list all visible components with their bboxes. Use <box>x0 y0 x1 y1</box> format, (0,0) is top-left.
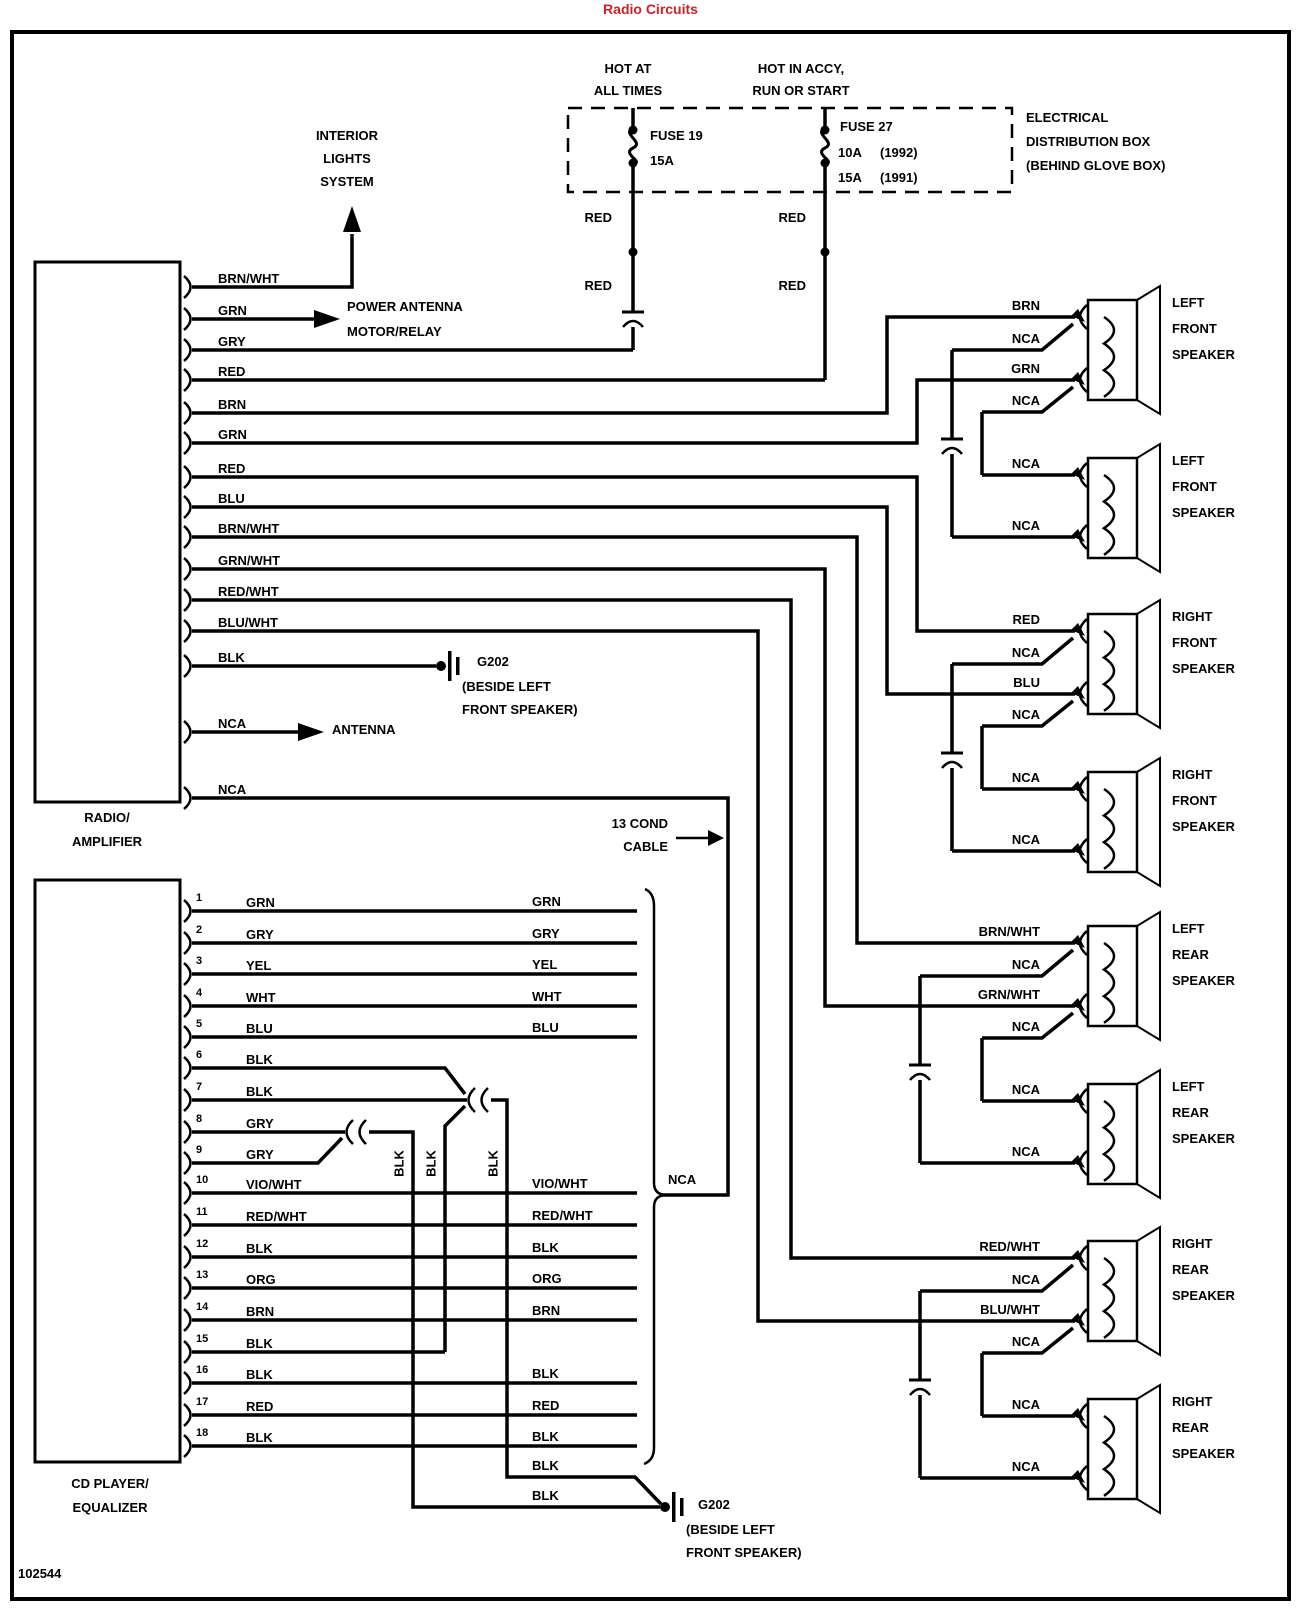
cable-wire-label: BLU <box>532 1020 559 1035</box>
speaker-wire-label: NCA <box>1011 1459 1040 1474</box>
voice-coil-icon <box>1104 475 1114 555</box>
speaker-name-label: RIGHT <box>1172 609 1213 624</box>
cd-pin-number: 4 <box>196 987 203 999</box>
pin-arc-icon <box>184 1152 191 1174</box>
pin-arc-icon <box>184 369 191 391</box>
fuse-dot <box>629 126 638 135</box>
cd-pin-number: 8 <box>196 1113 203 1125</box>
speaker-wire-label: NCA <box>1011 957 1040 972</box>
cable-wire-label: BLK <box>532 1366 559 1381</box>
voice-coil-icon <box>1104 317 1114 397</box>
speaker-name-label: RIGHT <box>1172 1236 1213 1251</box>
cd-pin-number: 16 <box>196 1364 209 1376</box>
radio-pin-label: RED <box>218 461 246 476</box>
voice-coil-icon <box>1104 1416 1114 1496</box>
pin-arc-icon <box>184 308 191 330</box>
connector-icon <box>469 1088 476 1112</box>
speaker-feed-wire <box>192 477 1075 631</box>
radio-pin-label: RED <box>218 364 246 379</box>
g202-label: G202 <box>698 1497 730 1512</box>
fuse19-rating: 15A <box>650 153 674 168</box>
right-arrow-icon <box>708 830 724 846</box>
speaker-name-label: SPEAKER <box>1172 1288 1235 1303</box>
connector-icon <box>942 762 962 768</box>
pin-arc-icon <box>184 655 191 677</box>
voice-coil-icon <box>1104 1258 1114 1338</box>
pin-arc-icon <box>184 932 191 954</box>
cd-pin-number: 3 <box>196 955 203 967</box>
page-title: Radio Circuits <box>603 1 698 17</box>
cd-pin-label: GRY <box>246 1116 274 1131</box>
radio-pin-label: BRN/WHT <box>218 521 280 536</box>
radio-pin-label: GRN <box>218 427 247 442</box>
pin-arc-icon <box>184 1121 191 1143</box>
speaker-wire-label: GRN/WHT <box>977 987 1040 1002</box>
speaker-wire-label: RED/WHT <box>979 1239 1040 1254</box>
speaker-name-label: LEFT <box>1172 1079 1205 1094</box>
cable-brace <box>644 889 667 1464</box>
cd-pin-label: BLK <box>246 1241 273 1256</box>
speaker-wire-label: NCA <box>1011 1272 1040 1287</box>
cd-pin-label: ORG <box>246 1272 276 1287</box>
pin-arc-icon <box>184 589 191 611</box>
pin-arc-icon <box>184 1246 191 1268</box>
hot-at-label: ALL TIMES <box>593 83 663 98</box>
speaker-wire-label: GRN <box>1011 361 1040 376</box>
speaker-cone-icon <box>1137 758 1160 886</box>
radio-amplifier-box <box>35 262 180 802</box>
pin-arc-icon <box>184 1435 191 1457</box>
speaker-wire-label: BLU <box>1013 675 1040 690</box>
radio-box-label: AMPLIFIER <box>71 834 143 849</box>
speaker-cone-icon <box>1137 444 1160 572</box>
pin-arc-icon <box>184 620 191 642</box>
pin-arc-icon <box>184 1182 191 1204</box>
wire-color-label-vertical: BLK <box>485 1150 501 1177</box>
voice-coil-icon <box>1104 789 1114 869</box>
speaker-cone-icon <box>1137 1227 1160 1355</box>
speaker-wire-label: NCA <box>1011 331 1040 346</box>
radio-pin-label: GRY <box>218 334 246 349</box>
speaker-wire-label: NCA <box>1011 456 1040 471</box>
connector-icon <box>482 1088 489 1112</box>
pin-arc-icon <box>184 432 191 454</box>
cd-pin-number: 10 <box>196 1174 209 1186</box>
cable-wire-label: BLK <box>532 1240 559 1255</box>
fuse27-rating: 15A <box>838 170 862 185</box>
fuse27-year: (1992) <box>880 145 918 160</box>
cd-box-label: CD PLAYER/ <box>71 1476 149 1491</box>
wire-color-label: RED <box>778 278 806 293</box>
wire-color-label: BLK <box>532 1458 559 1473</box>
cd-pin-label: YEL <box>246 958 272 973</box>
distribution-box-label: ELECTRICAL <box>1026 110 1109 125</box>
pin-arc-icon <box>184 721 191 743</box>
cd-pin-number: 7 <box>196 1081 203 1093</box>
g202-label: G202 <box>477 654 509 669</box>
pin-arc-icon <box>184 496 191 518</box>
cd-pin-label: BLK <box>246 1084 273 1099</box>
wire-color-label-vertical: BLK <box>391 1150 407 1177</box>
speaker-wire-label: NCA <box>1011 770 1040 785</box>
speaker-name-label: FRONT <box>1172 479 1217 494</box>
connector-icon <box>942 448 962 454</box>
antenna-label: ANTENNA <box>332 722 396 737</box>
cd-pin-number: 2 <box>196 924 203 936</box>
power-antenna-label: POWER ANTENNA <box>347 299 463 314</box>
pin-arc-icon <box>184 1089 191 1111</box>
ground-icon <box>672 1492 676 1522</box>
pin-arc-icon <box>184 1341 191 1363</box>
connector-icon <box>347 1120 354 1144</box>
pin-arc-icon <box>184 1057 191 1079</box>
interior-lights-label: LIGHTS <box>323 151 371 166</box>
speaker-feed-wire <box>192 569 1075 1006</box>
speaker-name-label: LEFT <box>1172 295 1205 310</box>
voice-coil-icon <box>1104 943 1114 1023</box>
speaker-wire-label: NCA <box>1011 1397 1040 1412</box>
cable-wire-label: RED/WHT <box>532 1208 593 1223</box>
ground-icon <box>448 651 452 681</box>
hot-accy-label: RUN OR START <box>752 83 850 98</box>
cd-pin-number: 14 <box>196 1301 209 1313</box>
cd-pin-number: 1 <box>196 892 203 904</box>
speaker-name-label: REAR <box>1172 1105 1209 1120</box>
speaker-name-label: FRONT <box>1172 793 1217 808</box>
speaker-name-label: SPEAKER <box>1172 1446 1235 1461</box>
radio-pin-label: NCA <box>218 782 247 797</box>
radio-pin-label: RED/WHT <box>218 584 279 599</box>
speaker-wire-label: BRN/WHT <box>978 924 1040 939</box>
speaker-cone-icon <box>1137 1070 1160 1198</box>
cable-wire-label: ORG <box>532 1271 562 1286</box>
junction-dot <box>821 248 830 257</box>
interior-lights-label: SYSTEM <box>320 174 374 189</box>
speaker-wire-label: RED <box>1012 612 1040 627</box>
speaker-wire-label: NCA <box>1011 1082 1040 1097</box>
radio-box-label: RADIO/ <box>84 810 130 825</box>
cable-wire-label: YEL <box>532 957 558 972</box>
speaker-name-label: SPEAKER <box>1172 505 1235 520</box>
fuse27-label: FUSE 27 <box>840 119 893 134</box>
pin-arc-icon <box>184 339 191 361</box>
wire-color-label: RED <box>584 210 612 225</box>
radio-pin-label: GRN/WHT <box>218 553 281 568</box>
pin-arc-icon <box>184 466 191 488</box>
cd-pin-number: 12 <box>196 1238 209 1250</box>
hot-at-label: HOT AT <box>604 61 652 76</box>
fuse27-rating: 10A <box>838 145 862 160</box>
cd-pin-number: 6 <box>196 1049 203 1061</box>
speaker-name-label: SPEAKER <box>1172 347 1235 362</box>
speaker-name-label: SPEAKER <box>1172 819 1235 834</box>
g202-label: (BESIDE LEFT <box>462 679 551 694</box>
wire-color-label: RED <box>778 210 806 225</box>
radio-pin-label: NCA <box>218 716 247 731</box>
ground-wire <box>491 1100 661 1504</box>
wire <box>192 1068 465 1094</box>
cd-pin-number: 15 <box>196 1333 209 1345</box>
cd-pin-label: BLK <box>246 1367 273 1382</box>
wire-color-label: NCA <box>668 1172 697 1187</box>
cd-pin-label: GRN <box>246 895 275 910</box>
cable-wire-label: BLK <box>532 1429 559 1444</box>
up-arrow-icon <box>343 206 361 232</box>
cable-wire-label: GRY <box>532 926 560 941</box>
cable-wire-label: GRN <box>532 894 561 909</box>
cd-pin-number: 5 <box>196 1018 203 1030</box>
pin-arc-icon <box>184 1309 191 1331</box>
speaker-cone-icon <box>1137 912 1160 1040</box>
cd-player-box <box>35 880 180 1462</box>
pin-arc-icon <box>184 963 191 985</box>
speaker-name-label: FRONT <box>1172 635 1217 650</box>
g202-label: (BESIDE LEFT <box>686 1522 775 1537</box>
radio-pin-label: BLU/WHT <box>218 615 278 630</box>
interior-lights-label: INTERIOR <box>315 128 379 143</box>
cd-pin-number: 13 <box>196 1269 209 1281</box>
pin-arc-icon <box>184 787 191 809</box>
cd-pin-label: RED/WHT <box>246 1209 307 1224</box>
cable-wire-label: VIO/WHT <box>532 1176 588 1191</box>
speaker-feed-wire <box>192 537 1075 943</box>
speaker-wire-label: NCA <box>1011 1019 1040 1034</box>
cd-pin-number: 18 <box>196 1427 209 1439</box>
connector-icon <box>910 1074 930 1080</box>
pin-arc-icon <box>184 276 191 298</box>
cd-pin-label: GRY <box>246 1147 274 1162</box>
speaker-wire-label: NCA <box>1011 1144 1040 1159</box>
fuse27-year: (1991) <box>880 170 918 185</box>
distribution-box-label: DISTRIBUTION BOX <box>1026 134 1151 149</box>
speaker-wire-label: NCA <box>1011 707 1040 722</box>
connector-icon <box>623 321 643 327</box>
distribution-box-label: (BEHIND GLOVE BOX) <box>1026 158 1166 173</box>
ground-icon <box>680 1498 684 1516</box>
power-antenna-label: MOTOR/RELAY <box>347 324 442 339</box>
page-id: 102544 <box>18 1566 62 1581</box>
ground-dot <box>436 661 446 671</box>
speaker-wire-label: NCA <box>1011 393 1040 408</box>
pin-arc-icon <box>184 1404 191 1426</box>
speaker-name-label: SPEAKER <box>1172 1131 1235 1146</box>
junction-dot <box>629 248 638 257</box>
pin-arc-icon <box>184 558 191 580</box>
fuse19-label: FUSE 19 <box>650 128 703 143</box>
cable-label: CABLE <box>623 839 668 854</box>
cable-wire-label: BRN <box>532 1303 561 1318</box>
cd-pin-label: BRN <box>246 1304 275 1319</box>
pin-arc-icon <box>184 1026 191 1048</box>
pin-arc-icon <box>184 1372 191 1394</box>
ground-dot <box>660 1502 670 1512</box>
speaker-name-label: RIGHT <box>1172 1394 1213 1409</box>
connector-icon <box>360 1120 367 1144</box>
radio-pin-label: BLK <box>218 650 245 665</box>
cd-box-label: EQUALIZER <box>72 1500 148 1515</box>
cd-pin-label: BLK <box>246 1336 273 1351</box>
pin-arc-icon <box>184 1214 191 1236</box>
pin-arc-icon <box>184 526 191 548</box>
cd-pin-label: RED <box>246 1399 274 1414</box>
hot-accy-label: HOT IN ACCY, <box>757 61 845 76</box>
speaker-name-label: SPEAKER <box>1172 661 1235 676</box>
radio-pin-label: GRN <box>218 303 247 318</box>
cd-pin-number: 9 <box>196 1144 203 1156</box>
speaker-name-label: REAR <box>1172 1262 1209 1277</box>
speaker-wire-label: NCA <box>1011 645 1040 660</box>
voice-coil-icon <box>1104 1101 1114 1181</box>
speaker-cone-icon <box>1137 600 1160 728</box>
cd-pin-number: 17 <box>196 1396 209 1408</box>
pin-arc-icon <box>184 1277 191 1299</box>
fuse-dot <box>821 126 830 135</box>
speaker-name-label: REAR <box>1172 1420 1209 1435</box>
cable-wire-label: RED <box>532 1398 560 1413</box>
speaker-wire-label: BLU/WHT <box>980 1302 1040 1317</box>
speaker-wire-label: NCA <box>1011 1334 1040 1349</box>
voice-coil-icon <box>1104 631 1114 711</box>
speaker-name-label: SPEAKER <box>1172 973 1235 988</box>
speaker-wire-label: NCA <box>1011 518 1040 533</box>
radio-pin-label: BRN/WHT <box>218 271 280 286</box>
wire <box>445 1106 465 1352</box>
speaker-name-label: LEFT <box>1172 453 1205 468</box>
cd-pin-label: BLK <box>246 1430 273 1445</box>
speaker-cone-icon <box>1137 286 1160 414</box>
pin-arc-icon <box>184 995 191 1017</box>
wire-color-label: BLK <box>532 1488 559 1503</box>
speaker-name-label: REAR <box>1172 947 1209 962</box>
cd-pin-label: BLU <box>246 1021 273 1036</box>
cable-wire-label: WHT <box>532 989 562 1004</box>
cd-pin-label: GRY <box>246 927 274 942</box>
wire-color-label-vertical: BLK <box>423 1150 439 1177</box>
speaker-wire-label: NCA <box>1011 832 1040 847</box>
cd-pin-label: BLK <box>246 1052 273 1067</box>
speaker-cone-icon <box>1137 1385 1160 1513</box>
g202-label: FRONT SPEAKER) <box>462 702 578 717</box>
cable-label: 13 COND <box>611 816 668 831</box>
pin-arc-icon <box>184 900 191 922</box>
cd-pin-label: WHT <box>246 990 276 1005</box>
right-arrow-icon <box>298 723 324 741</box>
cd-pin-number: 11 <box>196 1206 208 1218</box>
cd-pin-label: VIO/WHT <box>246 1177 302 1192</box>
speaker-name-label: RIGHT <box>1172 767 1213 782</box>
radio-pin-label: BLU <box>218 491 245 506</box>
ground-icon <box>456 657 460 675</box>
g202-label: FRONT SPEAKER) <box>686 1545 802 1560</box>
speaker-name-label: LEFT <box>1172 921 1205 936</box>
speaker-name-label: FRONT <box>1172 321 1217 336</box>
radio-pin-label: BRN <box>218 397 247 412</box>
right-arrow-icon <box>314 310 340 328</box>
pin-arc-icon <box>184 402 191 424</box>
connector-icon <box>910 1389 930 1395</box>
speaker-wire-label: BRN <box>1011 298 1040 313</box>
wire-color-label: RED <box>584 278 612 293</box>
